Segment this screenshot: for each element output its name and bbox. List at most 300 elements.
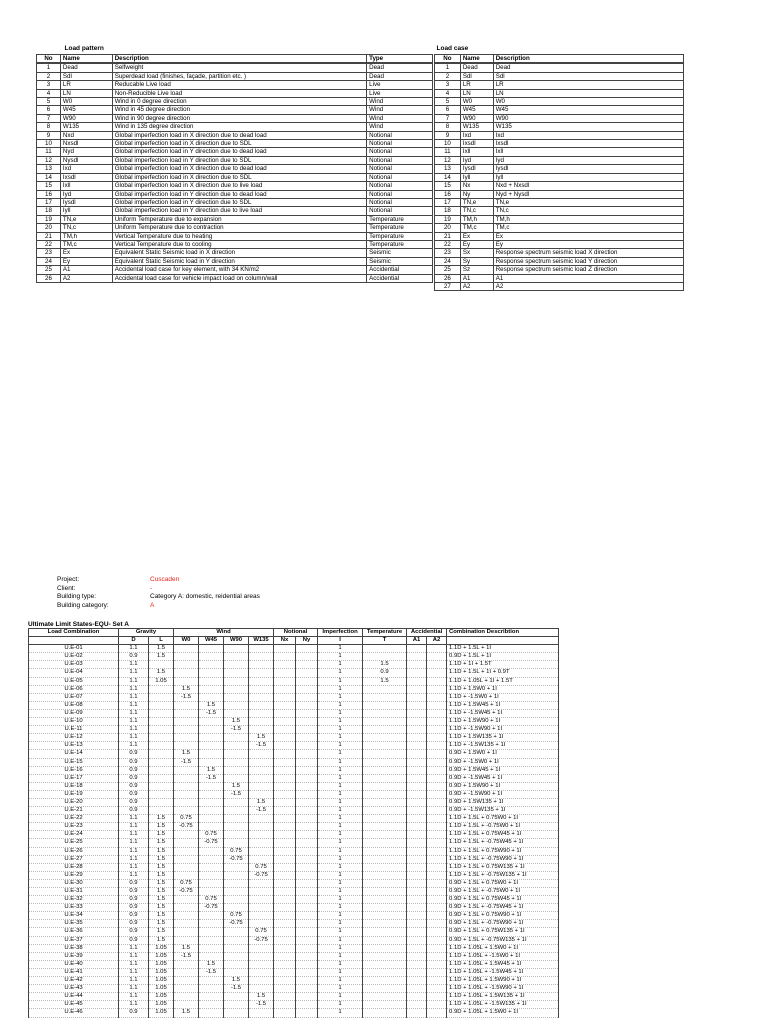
table-cell xyxy=(296,952,318,960)
table-cell: 1 xyxy=(318,798,363,806)
table-cell xyxy=(174,742,199,750)
table-cell: Iyd xyxy=(493,156,683,164)
project-row xyxy=(57,576,260,585)
table-cell: -1.5 xyxy=(249,807,274,815)
table-cell xyxy=(407,758,427,766)
table-cell xyxy=(407,693,427,701)
table-cell xyxy=(363,904,407,912)
table-cell xyxy=(274,839,296,847)
table-row xyxy=(37,156,433,164)
project-value: Cuscaden xyxy=(150,576,180,583)
table-cell xyxy=(363,750,407,758)
table-cell xyxy=(296,920,318,928)
table-cell xyxy=(249,968,274,976)
table-cell: 6 xyxy=(37,106,61,114)
table-cell: 1.1D + -1.5W135 + 1I xyxy=(447,742,559,750)
table-cell: 1.1 xyxy=(119,726,149,734)
table-cell: TN,c xyxy=(460,207,493,215)
table-cell: 9 xyxy=(37,131,61,139)
table-cell: 1.1 xyxy=(119,685,149,693)
subheader-blank xyxy=(29,637,119,645)
table-cell: U.E-35 xyxy=(29,920,119,928)
table-row xyxy=(29,1001,559,1009)
table-cell xyxy=(296,985,318,993)
table-cell: LN xyxy=(493,89,683,97)
table-cell: 10 xyxy=(37,140,61,148)
uls-body xyxy=(29,645,559,1017)
load-pattern-title: Load pattern xyxy=(64,44,104,52)
table-row xyxy=(435,240,684,248)
table-cell: Notional xyxy=(367,165,433,173)
table-cell xyxy=(274,653,296,661)
table-cell: U.E-21 xyxy=(29,807,119,815)
table-cell: 1 xyxy=(318,888,363,896)
table-cell xyxy=(363,944,407,952)
table-cell: 14 xyxy=(435,173,461,181)
table-cell xyxy=(296,669,318,677)
table-cell: Temperature xyxy=(367,232,433,240)
table-cell xyxy=(199,944,224,952)
table-cell: 1 xyxy=(318,904,363,912)
table-cell: 0.9 xyxy=(119,807,149,815)
table-cell xyxy=(407,936,427,944)
table-cell xyxy=(296,960,318,968)
table-cell xyxy=(149,766,174,774)
table-cell xyxy=(274,977,296,985)
table-cell: 0.9 xyxy=(119,1009,149,1017)
table-cell xyxy=(363,1001,407,1009)
table-cell xyxy=(363,936,407,944)
table-cell: TM,c xyxy=(460,224,493,232)
table-cell xyxy=(224,896,249,904)
table-cell: U.E-11 xyxy=(29,726,119,734)
table-cell: Response spectrum seismic load X direction xyxy=(493,249,683,257)
table-cell xyxy=(296,855,318,863)
table-cell xyxy=(224,701,249,709)
table-cell: U.E-05 xyxy=(29,677,119,685)
table-cell: -1.5 xyxy=(199,968,224,976)
table-cell xyxy=(407,669,427,677)
table-cell xyxy=(427,750,447,758)
table-cell xyxy=(274,693,296,701)
table-cell xyxy=(363,701,407,709)
table-cell xyxy=(407,944,427,952)
table-cell: Temperature xyxy=(367,215,433,223)
table-cell xyxy=(427,693,447,701)
table-cell xyxy=(199,847,224,855)
table-cell: Temperature xyxy=(367,224,433,232)
table-cell: U.E-45 xyxy=(29,1001,119,1009)
table-row xyxy=(435,156,684,164)
table-cell xyxy=(407,863,427,871)
table-cell xyxy=(149,782,174,790)
table-row xyxy=(435,198,684,206)
table-row xyxy=(29,831,559,839)
table-cell: 17 xyxy=(37,198,61,206)
table-cell xyxy=(274,701,296,709)
table-cell: 1.1D + 1.5L + -0.75W135 + 1I xyxy=(447,871,559,879)
table-cell xyxy=(224,750,249,758)
table-cell: U.E-31 xyxy=(29,888,119,896)
table-cell: 0.9 xyxy=(119,774,149,782)
table-cell xyxy=(199,734,224,742)
table-cell: Notional xyxy=(367,173,433,181)
table-cell: 1.1 xyxy=(119,1001,149,1009)
table-cell xyxy=(427,734,447,742)
table-row xyxy=(435,190,684,198)
table-cell xyxy=(224,653,249,661)
table-cell xyxy=(296,928,318,936)
table-cell xyxy=(363,985,407,993)
table-cell: 1.1D + 1.5W90 + 1I xyxy=(447,718,559,726)
table-cell: 26 xyxy=(37,274,61,282)
table-cell xyxy=(199,669,224,677)
table-row xyxy=(29,968,559,976)
table-cell xyxy=(407,750,427,758)
table-cell xyxy=(224,936,249,944)
table-cell xyxy=(274,661,296,669)
subheader-a1: A1 xyxy=(407,637,427,645)
table-row xyxy=(435,207,684,215)
header-name: Name xyxy=(460,55,493,63)
table-cell: TN,c xyxy=(493,207,683,215)
table-row xyxy=(29,661,559,669)
table-cell: U.E-02 xyxy=(29,653,119,661)
table-cell: -1.5 xyxy=(174,758,199,766)
table-cell xyxy=(274,928,296,936)
table-cell xyxy=(427,726,447,734)
table-cell: 1 xyxy=(318,653,363,661)
table-cell: 1 xyxy=(318,855,363,863)
table-row xyxy=(29,750,559,758)
table-cell xyxy=(274,645,296,653)
table-cell: 0.9 xyxy=(119,790,149,798)
table-cell: Wind xyxy=(367,106,433,114)
table-cell xyxy=(427,807,447,815)
table-cell: -1.5 xyxy=(199,774,224,782)
table-cell xyxy=(407,920,427,928)
table-cell xyxy=(363,742,407,750)
table-cell xyxy=(274,888,296,896)
table-cell xyxy=(427,709,447,717)
table-cell: 1 xyxy=(318,669,363,677)
table-cell xyxy=(224,879,249,887)
table-cell: U.E-43 xyxy=(29,985,119,993)
table-cell: Seismic xyxy=(367,249,433,257)
table-cell xyxy=(274,993,296,1001)
table-cell: Ixd xyxy=(60,165,112,173)
table-cell xyxy=(407,879,427,887)
table-cell: 1.05 xyxy=(149,985,174,993)
table-cell xyxy=(224,968,249,976)
table-row xyxy=(37,72,433,80)
table-cell: Ey xyxy=(60,257,112,265)
table-cell: TN,c xyxy=(60,224,112,232)
table-cell: 6 xyxy=(435,106,461,114)
table-cell xyxy=(174,669,199,677)
table-cell xyxy=(224,661,249,669)
table-cell xyxy=(174,798,199,806)
table-cell: U.E-16 xyxy=(29,766,119,774)
table-cell xyxy=(427,1009,447,1017)
table-cell xyxy=(427,685,447,693)
table-cell: W45 xyxy=(60,106,112,114)
table-row xyxy=(435,72,684,80)
table-cell: W0 xyxy=(60,98,112,106)
table-cell: U.E-06 xyxy=(29,685,119,693)
table-cell xyxy=(296,823,318,831)
table-cell xyxy=(174,855,199,863)
table-cell: U.E-41 xyxy=(29,968,119,976)
table-cell xyxy=(407,685,427,693)
load-case-title: Load case xyxy=(436,44,469,52)
table-cell: 0.9D + 1.5L + 0.75W45 + 1I xyxy=(447,896,559,904)
load-pattern-header-row xyxy=(37,55,433,63)
table-cell xyxy=(296,734,318,742)
header-accidential: Accidential xyxy=(407,629,447,637)
table-cell: 23 xyxy=(37,249,61,257)
table-cell: 1 xyxy=(318,645,363,653)
table-cell xyxy=(274,847,296,855)
table-cell xyxy=(407,912,427,920)
table-cell xyxy=(407,645,427,653)
table-cell: U.E-07 xyxy=(29,693,119,701)
table-cell: 1.1D + 1.05L + -1.5W90 + 1I xyxy=(447,985,559,993)
table-cell: 0.9 xyxy=(119,766,149,774)
table-cell xyxy=(407,847,427,855)
table-cell: Selfweight xyxy=(112,64,366,72)
table-cell: Accidental load case for key element, with 34 KN/m2 xyxy=(112,266,366,274)
table-cell xyxy=(249,904,274,912)
table-cell xyxy=(296,993,318,1001)
table-cell xyxy=(249,977,274,985)
table-cell: 1.5 xyxy=(149,669,174,677)
table-cell xyxy=(249,896,274,904)
table-cell xyxy=(174,920,199,928)
table-cell: U.E-01 xyxy=(29,645,119,653)
table-cell: 1.1 xyxy=(119,645,149,653)
table-cell xyxy=(296,839,318,847)
table-cell xyxy=(427,855,447,863)
table-cell: Global imperfection load in Y direction due to dead load xyxy=(112,190,366,198)
table-cell: U.E-03 xyxy=(29,661,119,669)
table-cell: 1.5 xyxy=(249,798,274,806)
table-cell xyxy=(296,968,318,976)
table-cell: 15 xyxy=(37,182,61,190)
table-row xyxy=(37,198,433,206)
table-cell xyxy=(224,839,249,847)
table-cell: 1.5 xyxy=(363,661,407,669)
table-cell xyxy=(407,823,427,831)
header-no: No xyxy=(435,55,461,63)
table-cell: Nx xyxy=(460,182,493,190)
table-cell: U.E-29 xyxy=(29,871,119,879)
subheader-desc-blank xyxy=(447,637,559,645)
table-row xyxy=(37,249,433,257)
table-cell xyxy=(274,863,296,871)
table-cell: 1.1 xyxy=(119,661,149,669)
table-cell: 1 xyxy=(318,758,363,766)
table-cell: 1.5 xyxy=(249,734,274,742)
table-cell xyxy=(149,661,174,669)
table-cell xyxy=(249,960,274,968)
table-cell: 0.9 xyxy=(119,896,149,904)
table-cell: W0 xyxy=(460,98,493,106)
table-cell xyxy=(199,798,224,806)
table-cell xyxy=(296,709,318,717)
table-cell xyxy=(249,693,274,701)
table-cell: 1.1 xyxy=(119,993,149,1001)
table-cell xyxy=(363,831,407,839)
table-cell xyxy=(427,677,447,685)
table-cell xyxy=(199,912,224,920)
table-cell: Sdl xyxy=(460,72,493,80)
table-cell xyxy=(407,774,427,782)
table-row xyxy=(29,807,559,815)
table-cell: U.E-09 xyxy=(29,709,119,717)
table-cell: 0.9 xyxy=(363,669,407,677)
table-cell: 1.1D + 1.5L + 1I xyxy=(447,645,559,653)
table-cell xyxy=(296,645,318,653)
table-cell: 0.9D + 1.5W45 + 1I xyxy=(447,766,559,774)
table-cell xyxy=(199,661,224,669)
table-cell: Wind in 45 degree direction xyxy=(112,106,366,114)
table-cell: 1 xyxy=(318,863,363,871)
table-cell: 1.1D + -1.5W90 + 1I xyxy=(447,726,559,734)
table-cell xyxy=(174,807,199,815)
table-cell: -1.5 xyxy=(174,693,199,701)
table-cell: U.E-10 xyxy=(29,718,119,726)
table-cell: Superdead load (finishes, façade, partition etc. ) xyxy=(112,72,366,80)
table-cell: 0.9 xyxy=(119,798,149,806)
table-cell: Equivalent Static Seismic load in Y direction xyxy=(112,257,366,265)
table-cell xyxy=(224,993,249,1001)
table-cell: 1 xyxy=(318,815,363,823)
table-cell xyxy=(274,718,296,726)
table-cell xyxy=(363,798,407,806)
table-cell xyxy=(149,758,174,766)
table-cell: U.E-36 xyxy=(29,928,119,936)
table-row xyxy=(435,266,684,274)
table-cell: 1.1D + 1.5L + -0.75W45 + 1I xyxy=(447,839,559,847)
table-cell xyxy=(174,661,199,669)
table-cell xyxy=(249,726,274,734)
table-cell: A1 xyxy=(60,266,112,274)
table-cell: 1.1D + 1.5L + -0.75W0 + 1I xyxy=(447,823,559,831)
table-cell: W135 xyxy=(60,123,112,131)
table-cell xyxy=(274,774,296,782)
table-cell: 1.05 xyxy=(149,968,174,976)
table-cell xyxy=(296,677,318,685)
table-cell xyxy=(296,685,318,693)
table-cell: Notional xyxy=(367,207,433,215)
table-cell: Uniform Temperature due to expansion xyxy=(112,215,366,223)
table-cell xyxy=(363,726,407,734)
table-cell xyxy=(296,831,318,839)
table-cell xyxy=(296,701,318,709)
table-cell xyxy=(249,985,274,993)
table-cell xyxy=(427,839,447,847)
table-row xyxy=(37,89,433,97)
table-cell xyxy=(274,912,296,920)
table-cell: 21 xyxy=(37,232,61,240)
header-description: Description xyxy=(493,55,683,63)
table-cell: 20 xyxy=(37,224,61,232)
table-cell xyxy=(427,815,447,823)
table-cell xyxy=(224,677,249,685)
table-cell: TN,e xyxy=(460,198,493,206)
table-cell: Notional xyxy=(367,140,433,148)
header-description: Description xyxy=(112,55,366,63)
table-cell: 1.05 xyxy=(149,993,174,1001)
table-cell: 0.9D + 1.5L + 0.75W135 + 1I xyxy=(447,928,559,936)
table-cell xyxy=(224,734,249,742)
table-cell xyxy=(224,693,249,701)
table-row xyxy=(29,677,559,685)
table-cell xyxy=(224,928,249,936)
table-cell: 1.1 xyxy=(119,839,149,847)
table-cell: TM,c xyxy=(60,240,112,248)
building-category-label: Building category: xyxy=(57,601,109,609)
table-row xyxy=(435,215,684,223)
table-cell: 1.5 xyxy=(149,928,174,936)
table-cell xyxy=(363,693,407,701)
table-cell xyxy=(296,977,318,985)
table-cell: 1.5 xyxy=(149,863,174,871)
table-cell: 1.1D + 1.05L + 1I + 1.5T xyxy=(447,677,559,685)
table-row xyxy=(29,863,559,871)
table-cell xyxy=(296,653,318,661)
table-cell xyxy=(363,879,407,887)
table-cell xyxy=(296,766,318,774)
table-row xyxy=(29,936,559,944)
table-cell: U.E-32 xyxy=(29,896,119,904)
table-cell: 25 xyxy=(435,266,461,274)
table-cell xyxy=(224,823,249,831)
table-cell xyxy=(363,993,407,1001)
table-cell xyxy=(224,709,249,717)
table-cell xyxy=(149,807,174,815)
table-cell: LR xyxy=(60,81,112,89)
table-cell: Iysdl xyxy=(60,198,112,206)
table-row xyxy=(435,173,684,181)
header-combination-description: Combination Describtion xyxy=(447,629,559,637)
table-cell: 26 xyxy=(435,274,461,282)
table-cell xyxy=(199,920,224,928)
table-cell xyxy=(296,944,318,952)
table-row xyxy=(29,839,559,847)
table-cell xyxy=(199,871,224,879)
table-cell: TM,h xyxy=(60,232,112,240)
table-cell: U.E-30 xyxy=(29,879,119,887)
load-case-header-row xyxy=(435,55,684,63)
table-cell xyxy=(174,904,199,912)
table-cell: 1.1D + 1.05L + 1.5W0 + 1I xyxy=(447,944,559,952)
table-cell xyxy=(274,855,296,863)
table-cell: 18 xyxy=(37,207,61,215)
table-cell xyxy=(224,831,249,839)
table-row xyxy=(29,653,559,661)
table-cell: 11 xyxy=(435,148,461,156)
table-cell xyxy=(174,912,199,920)
table-cell xyxy=(174,653,199,661)
table-cell xyxy=(274,960,296,968)
table-cell: Notional xyxy=(367,198,433,206)
table-cell: Global imperfection load in Y direction due to SDL xyxy=(112,198,366,206)
table-row xyxy=(37,140,433,148)
table-cell xyxy=(174,839,199,847)
table-cell: 1 xyxy=(318,879,363,887)
